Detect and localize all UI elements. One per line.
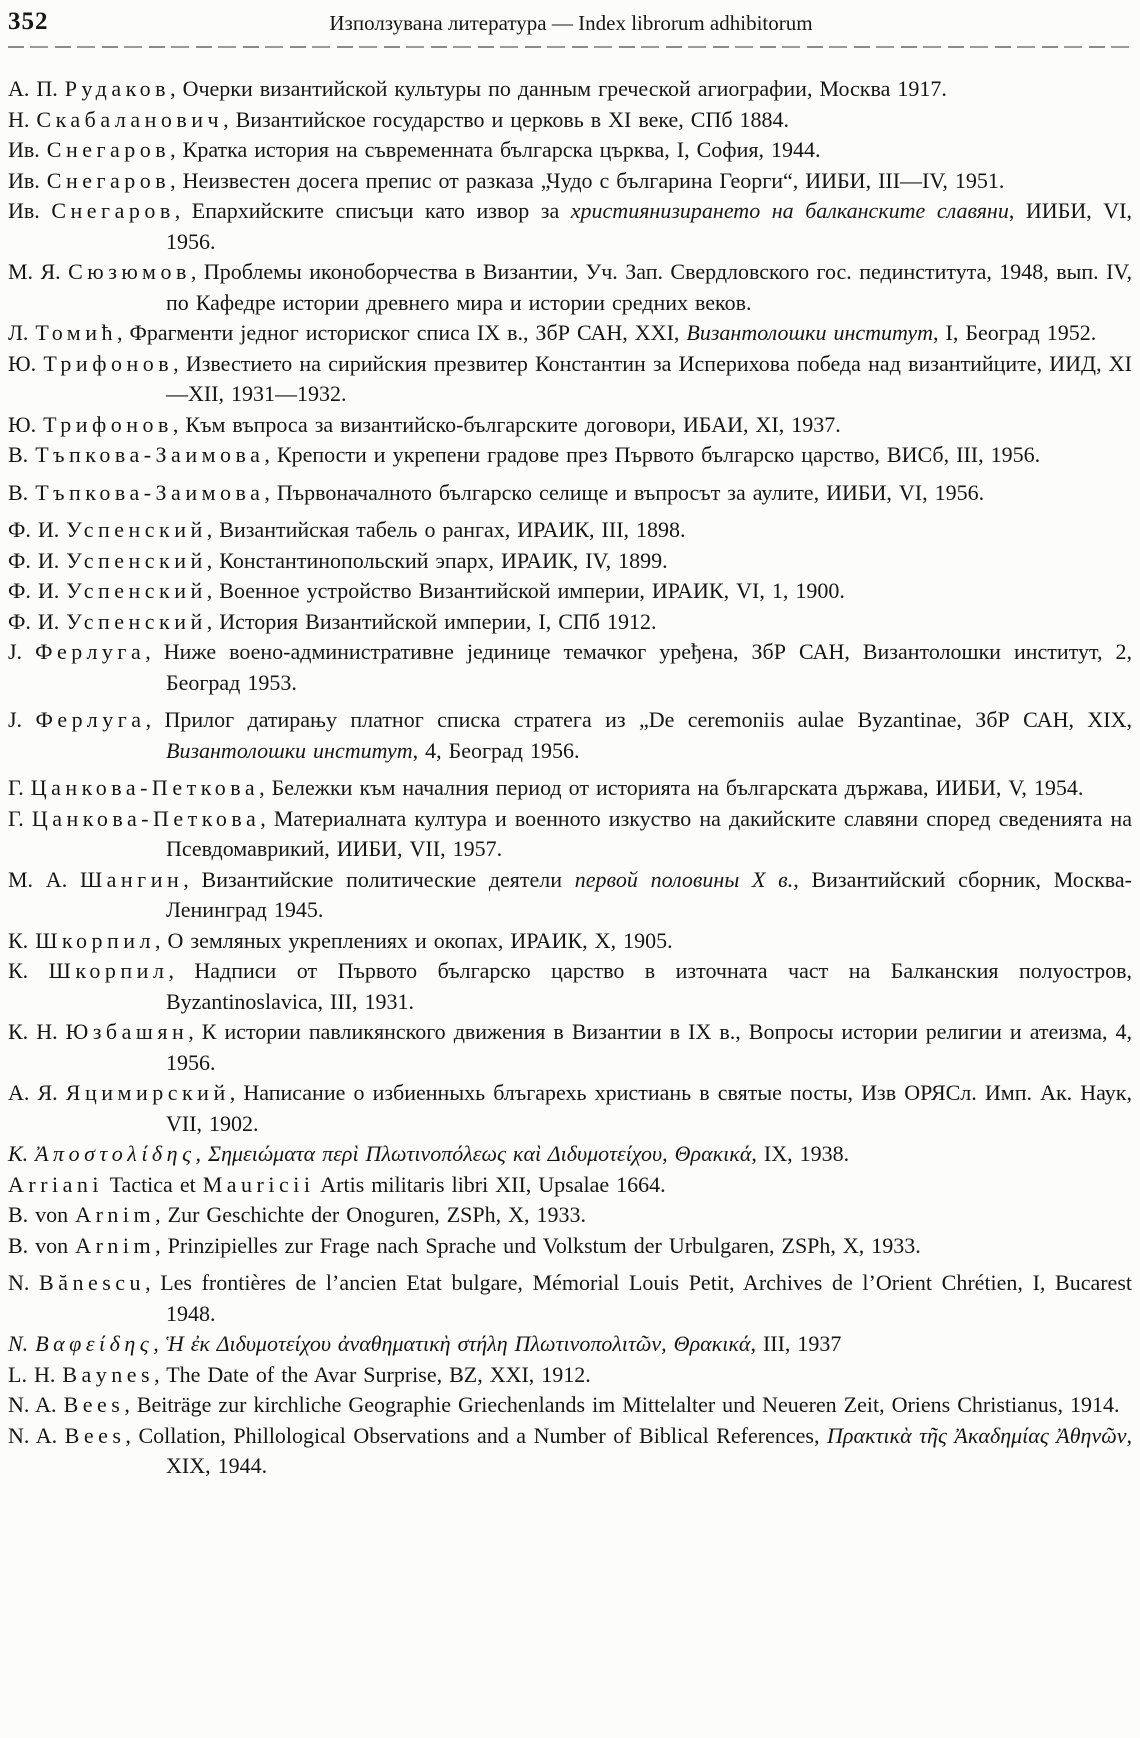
entry-text: , Константинопольский эпарх, ИРАИК, IV, 1899. [206,547,668,573]
entry-text: , Византийская табель о рангах, ИРАИК, III, 1898. [206,517,686,542]
entry-text: , XIX, 1944. [166,1422,1133,1478]
entry-text: Ив. [8,198,52,223]
bibliography-entry [8,1329,1132,1360]
entry-text: Ю. [8,411,44,437]
author-name: Шкорпил [48,958,169,983]
entry-text: , Византийский сборник, Москва-Ленинград 1945. [166,866,1132,922]
bibliography-entry [8,705,1132,766]
bibliography-entry [8,478,1132,509]
entry-text: , Надписи от Първото българско царство в източната част на Балканския полуостров, Byzantinoslavica, III, 1931. [166,958,1132,1014]
entry-text: , Проблемы иконоборчества в Византии, Уч. Зап. Свердловского гос. пединститута, 1948, вып. IV, по Кафедре истории древнего мира и истории средних веков. [166,259,1132,315]
entry-text: L. H. [8,1361,63,1387]
bibliography-entry [8,1200,1132,1231]
author-name: Сюзюмов [68,259,191,284]
entry-text: , ИИБИ, VI, 1956. [166,198,1132,254]
entry-text: Πρακτικὰ τῆς Ἀκαδημίας Ἀθηνῶν [827,1422,1127,1448]
entry-text: , III, 1937 [750,1331,842,1356]
author-name: Скабаланович [36,106,224,132]
entry-text: К. [8,927,36,953]
bibliography-entry [8,804,1132,865]
entry-text: , I, Београд 1952. [933,320,1097,345]
author-name: Цанкова-Петкова [31,805,261,831]
entry-text: N. A. [8,1392,64,1417]
bibliography-entry [8,1421,1132,1482]
bibliography-entry [8,637,1132,698]
bibliography-entry [8,1139,1132,1170]
entry-text: М. А. [8,866,80,892]
running-header-title: Използувана литература — Index librorum adhibitorum [329,11,813,35]
entry-text: , Prinzipielles zur Frage nach Sprache und Volkstum der Urbulgaren, ZSPh, X, 1933. [155,1232,921,1258]
entry-text: N. [8,1331,36,1356]
author-name: Bănescu [39,1270,146,1295]
entry-text: християнизирането на балканските славяни [570,198,1009,223]
bibliography-entry [8,166,1132,197]
author-name: Mauricii [202,1171,315,1197]
author-name: Рудаков [64,76,171,101]
author-name: Юзбашян [65,1019,189,1044]
bibliography-entry [8,1170,1132,1201]
author-name: Снегаров [46,167,171,193]
bibliography-entry [8,926,1132,957]
entry-text: , Епархийските списъци като извор за [174,198,571,223]
bibliography-entry [8,956,1132,1017]
bibliography-entry [8,1017,1132,1078]
bibliography-entry [8,135,1132,166]
header-rule [8,46,1134,48]
entry-text: Ф. И. [8,547,67,573]
entry-text: К. Н. [8,1019,66,1044]
bibliography-entry [8,318,1132,349]
bibliography-entry [8,410,1132,441]
author-name: Трифонов [43,411,173,437]
bibliography-entry [8,865,1132,926]
entry-text: Ив. [8,137,47,162]
entry-text: , К истории павликянского движения в Византии в IX в., Вопросы истории религии и атеизма, 4, 1956. [166,1019,1132,1075]
author-name: Arnim [75,1202,156,1227]
author-name: Ферлуга [35,707,146,732]
entry-text: , Първоначалното българско селище и въпросът за аулите, ИИБИ, VI, 1956. [264,479,985,505]
entry-text: B. von [8,1202,76,1227]
bibliography-entry [8,1078,1132,1139]
entry-text: , The Date of the Avar Surprise, BZ, XXI, 1912. [154,1361,591,1387]
bibliography-entry [8,1231,1132,1262]
bibliography-entry [8,1268,1132,1329]
bibliography-entry [8,440,1132,471]
bibliography-list [8,74,1134,1482]
author-name: Снегаров [46,137,171,162]
entry-text: Византолошки институт [686,320,933,345]
entry-text: , Материалната култура и военното изкуство на дакийските славяни според сведенията на Псевдомаврикий, ИИБИ, VII, 1957. [166,805,1132,861]
entry-text: , Бележки към началния период от историята на българската държава, ИИБИ, V, 1954. [259,775,1084,800]
entry-text: Ф. И. [8,608,67,634]
entry-text: , IX, 1938. [751,1141,850,1166]
entry-text: , Les frontières de l’ancien Etat bulgare, Mémorial Louis Petit, Archives de l’Orient Chrétien, I, Bucarest 1948. [145,1270,1132,1326]
bibliography-entry [8,576,1132,607]
author-name: Ἀποστολίδης [35,1141,196,1166]
entry-text: Г. [8,805,32,831]
entry-text: А. П. [8,76,65,101]
entry-text: J. [8,707,36,732]
author-name: Успенский [66,517,207,542]
entry-text: Ив. [8,167,47,193]
entry-text: Г. [8,775,31,800]
author-name: Яцимирский [65,1080,230,1105]
entry-text: , Beiträge zur kirchliche Geographie Griechenlands im Mittelalter und Neueren Zeit, Oriens Christianus, 1914. [124,1392,1120,1417]
entry-text: , Σημειώματα περὶ Πλωτινοπόλεως καὶ Διδυμοτείχου, Θρακικά [195,1141,752,1166]
author-name: Томић [35,320,117,345]
bibliography-entry [8,773,1132,804]
entry-text: К. [8,958,49,983]
entry-text: , Очерки византийской культуры по данным греческой агиографии, Москва 1917. [170,76,947,101]
author-name: Βαφείδης [35,1331,154,1356]
author-name: Arriani [8,1171,104,1197]
entry-text: В. [8,442,36,467]
entry-text: Л. [8,320,36,345]
entry-text: , Крепости и укрепени градове през Първото българско царство, ВИСб, III, 1956. [264,442,1041,467]
entry-text: , Написание о избиенныхь блъгарехь христиань в святые посты, Изв ОРЯСл. Имп. Ак. Наук, VII, 1902. [166,1080,1132,1136]
bibliography-entry [8,1390,1132,1421]
bibliography-entry [8,607,1132,638]
author-name: Успенский [66,608,207,634]
author-name: Тъпкова-Заимова [35,479,265,505]
entry-text: N. A. [8,1422,65,1448]
author-name: Тъпкова-Заимова [35,442,265,467]
entry-text: , Collation, Phillological Observations and a Number of Biblical References, [125,1422,827,1448]
entry-text: , Византийские политические деятели [183,866,575,892]
bibliography-entry [8,546,1132,577]
page-number: 352 [8,8,49,35]
entry-text: , Неизвестен досега препис от разказа „Чудо с българина Георги“, ИИБИ, III—IV, 1951. [170,167,1005,193]
entry-text: , Ниже воено-административне јединице темачког уређена, ЗбР САН, Византолошки институт, 2, Београд 1953. [145,639,1132,695]
entry-text: Н. [8,106,37,132]
entry-text: B. von [8,1232,76,1258]
author-name: Bees [63,1392,125,1417]
entry-text: Византолошки институт [166,737,413,763]
author-name: Снегаров [51,198,175,223]
entry-text: первой половины X в. [574,866,794,892]
bibliography-entry [8,74,1132,105]
bibliography-entry [8,1360,1132,1391]
entry-text: , Известието на сирийския презвитер Константин за Исперихова победа над византийците, ИИД, XI—XII, 1931—1932. [166,350,1132,406]
author-name: Успенский [66,547,207,573]
entry-text: А. Я. [8,1080,66,1105]
bibliography-entry [8,196,1132,257]
author-name: Трифонов [43,350,174,376]
entry-text: , Прилог датирању платног списка стратега из „De ceremoniis aulae Byzantinae, ЗбР САН, XIX, [145,707,1132,732]
entry-text: М. Я. [8,259,69,284]
page-header [8,8,1134,38]
entry-text: , Фрагменти једног историског списа IX в., ЗбР САН, XXI, [116,320,687,345]
entry-text: В. [8,479,36,505]
bibliography-entry [8,105,1132,136]
entry-text: J. [8,639,36,664]
bibliography-entry [8,515,1132,546]
entry-text: Ф. И. [8,517,67,542]
author-name: Arnim [75,1232,156,1258]
author-name: Bees [64,1422,126,1448]
entry-text: , Ἡ ἐκ Διδυμοτείχου ἀναθηματικὴ στήλη Πλωτινοπολιτῶν, Θρακικά [153,1331,751,1356]
bibliography-entry [8,257,1132,318]
author-name: Шкорпил [35,927,155,953]
entry-text: , Византийское государство и церковь в XI веке, СПб 1884. [223,106,790,132]
entry-text: Ю. [8,350,44,376]
entry-text: , О земляных укреплениях и окопах, ИРАИК, X, 1905. [154,927,673,953]
author-name: Шангин [79,866,184,892]
author-name: Успенский [66,578,207,603]
entry-text: N. [8,1270,40,1295]
entry-text: , Zur Geschichte der Onoguren, ZSPh, X, 1933. [155,1202,587,1227]
entry-text: Tactica et [103,1171,203,1197]
entry-text: Artis militaris libri XII, Upsalae 1664. [314,1171,666,1197]
entry-text: Ф. И. [8,578,67,603]
author-name: Ферлуга [35,639,146,664]
entry-text: , 4, Београд 1956. [412,737,580,763]
entry-text: , Военное устройство Византийской империи, ИРАИК, VI, 1, 1900. [206,578,845,603]
entry-text: К. [8,1141,36,1166]
author-name: Baynes [62,1361,155,1387]
bibliography-entry [8,349,1132,410]
entry-text: , Кратка история на съвременната българска църква, I, София, 1944. [170,137,821,162]
entry-text: , История Византийской империи, I, СПб 1912. [206,608,657,634]
entry-text: , Към въпроса за византийско-българските договори, ИБАИ, XI, 1937. [172,411,841,437]
author-name: Цанкова-Петкова [30,775,260,800]
